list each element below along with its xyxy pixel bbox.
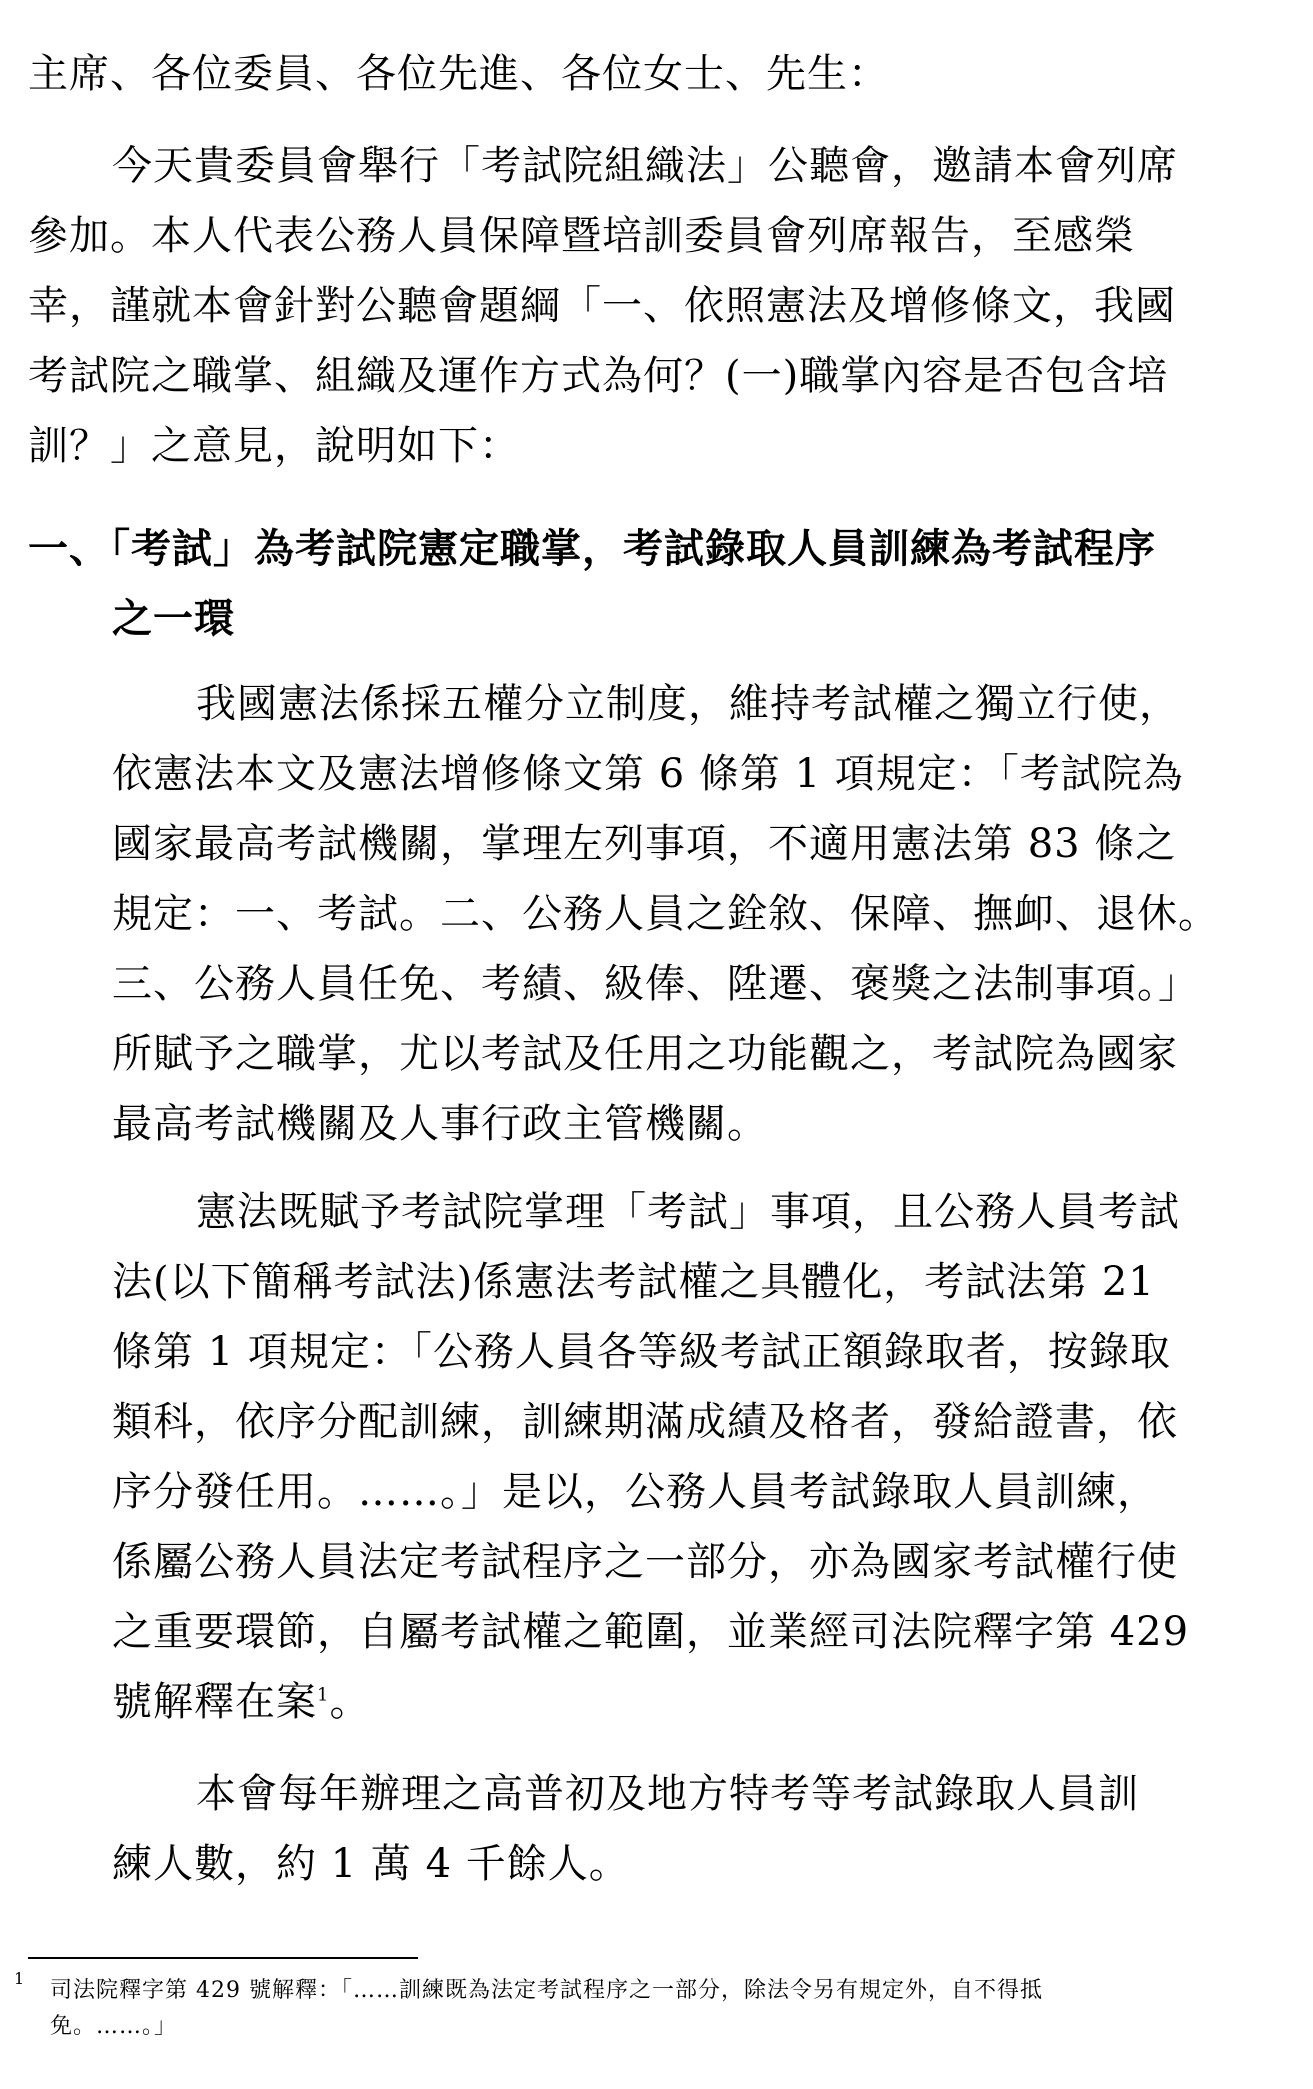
para1-line-1: 我國憲法係採五權分立制度，維持考試權之獨立行使， bbox=[196, 681, 1180, 727]
para3-line-1: 本會每年辦理之高普初及地方特考等考試錄取人員訓 bbox=[196, 1771, 1139, 1817]
para2-line-5: 序分發任用。……。」是以，公務人員考試錄取人員訓練， bbox=[112, 1469, 1158, 1515]
para2-line-4: 類科，依序分配訓練，訓練期滿成績及格者，發給證書，依 bbox=[112, 1399, 1178, 1445]
para2-line-6: 係屬公務人員法定考試程序之一部分，亦為國家考試權行使 bbox=[112, 1539, 1178, 1585]
para1-line-4: 規定：一、考試。二、公務人員之銓敘、保障、撫卹、退休。 bbox=[112, 891, 1219, 937]
para1-line-7: 最高考試機關及人事行政主管機關。 bbox=[112, 1101, 768, 1147]
footnote-line-1: 司法院釋字第 429 號解釋：「……訓練既為法定考試程序之一部分，除法令另有規定外，自不得抵 bbox=[50, 1978, 1043, 2003]
para1-line-3: 國家最高考試機關，掌理左列事項，不適用憲法第 83 條之 bbox=[112, 821, 1177, 867]
para1-line-6: 所賦予之職掌，尤以考試及任用之功能觀之，考試院為國家 bbox=[112, 1031, 1178, 1077]
intro-line-3: 幸，謹就本會針對公聽會題綱「一、依照憲法及增修條文，我國 bbox=[28, 283, 1176, 329]
section-heading-line-1: 一、「考試」為考試院憲定職掌，考試錄取人員訓練為考試程序 bbox=[28, 525, 1156, 572]
para2-last-text: 號解釋在案 bbox=[112, 1679, 317, 1725]
para2-line-7: 之重要環節，自屬考試權之範圍，並業經司法院釋字第 429 bbox=[112, 1609, 1190, 1655]
footnote-number: 1 bbox=[14, 1969, 25, 1988]
para3-line-2: 練人數，約 1 萬 4 千餘人。 bbox=[112, 1841, 630, 1887]
section-heading-line-2: 之一環 bbox=[112, 595, 235, 642]
para2-line-8 bbox=[112, 1678, 370, 1726]
para2-line-3: 條第 1 項規定：「公務人員各等級考試正額錄取者，按錄取 bbox=[112, 1329, 1171, 1375]
para2-line-2: 法(以下簡稱考試法)係憲法考試權之具體化，考試法第 21 bbox=[112, 1259, 1155, 1305]
para2-line-1: 憲法既賦予考試院掌理「考試」事項，且公務人員考試 bbox=[196, 1189, 1180, 1235]
footnote-line-2: 免。……。」 bbox=[50, 2014, 178, 2039]
footnote-separator bbox=[28, 1957, 418, 1959]
para1-line-5: 三、公務人員任免、考績、級俸、陞遷、褒獎之法制事項。」 bbox=[112, 961, 1199, 1007]
intro-line-1: 今天貴委員會舉行「考試院組織法」公聽會，邀請本會列席 bbox=[112, 143, 1178, 189]
greeting-line: 主席、各位委員、各位先進、各位女士、先生： bbox=[28, 51, 889, 97]
intro-line-5: 訓？」之意見，說明如下： bbox=[28, 423, 520, 469]
para2-last-end: 。 bbox=[329, 1679, 371, 1725]
intro-line-4: 考試院之職掌、組織及運作方式為何？(一)職掌內容是否包含培 bbox=[28, 353, 1169, 399]
intro-line-2: 參加。本人代表公務人員保障暨培訓委員會列席報告，至感榮 bbox=[28, 213, 1135, 259]
footnote-reference[interactable]: 1 bbox=[317, 1684, 330, 1706]
para1-line-2: 依憲法本文及憲法增修條文第 6 條第 1 項規定：「考試院為 bbox=[112, 751, 1184, 797]
